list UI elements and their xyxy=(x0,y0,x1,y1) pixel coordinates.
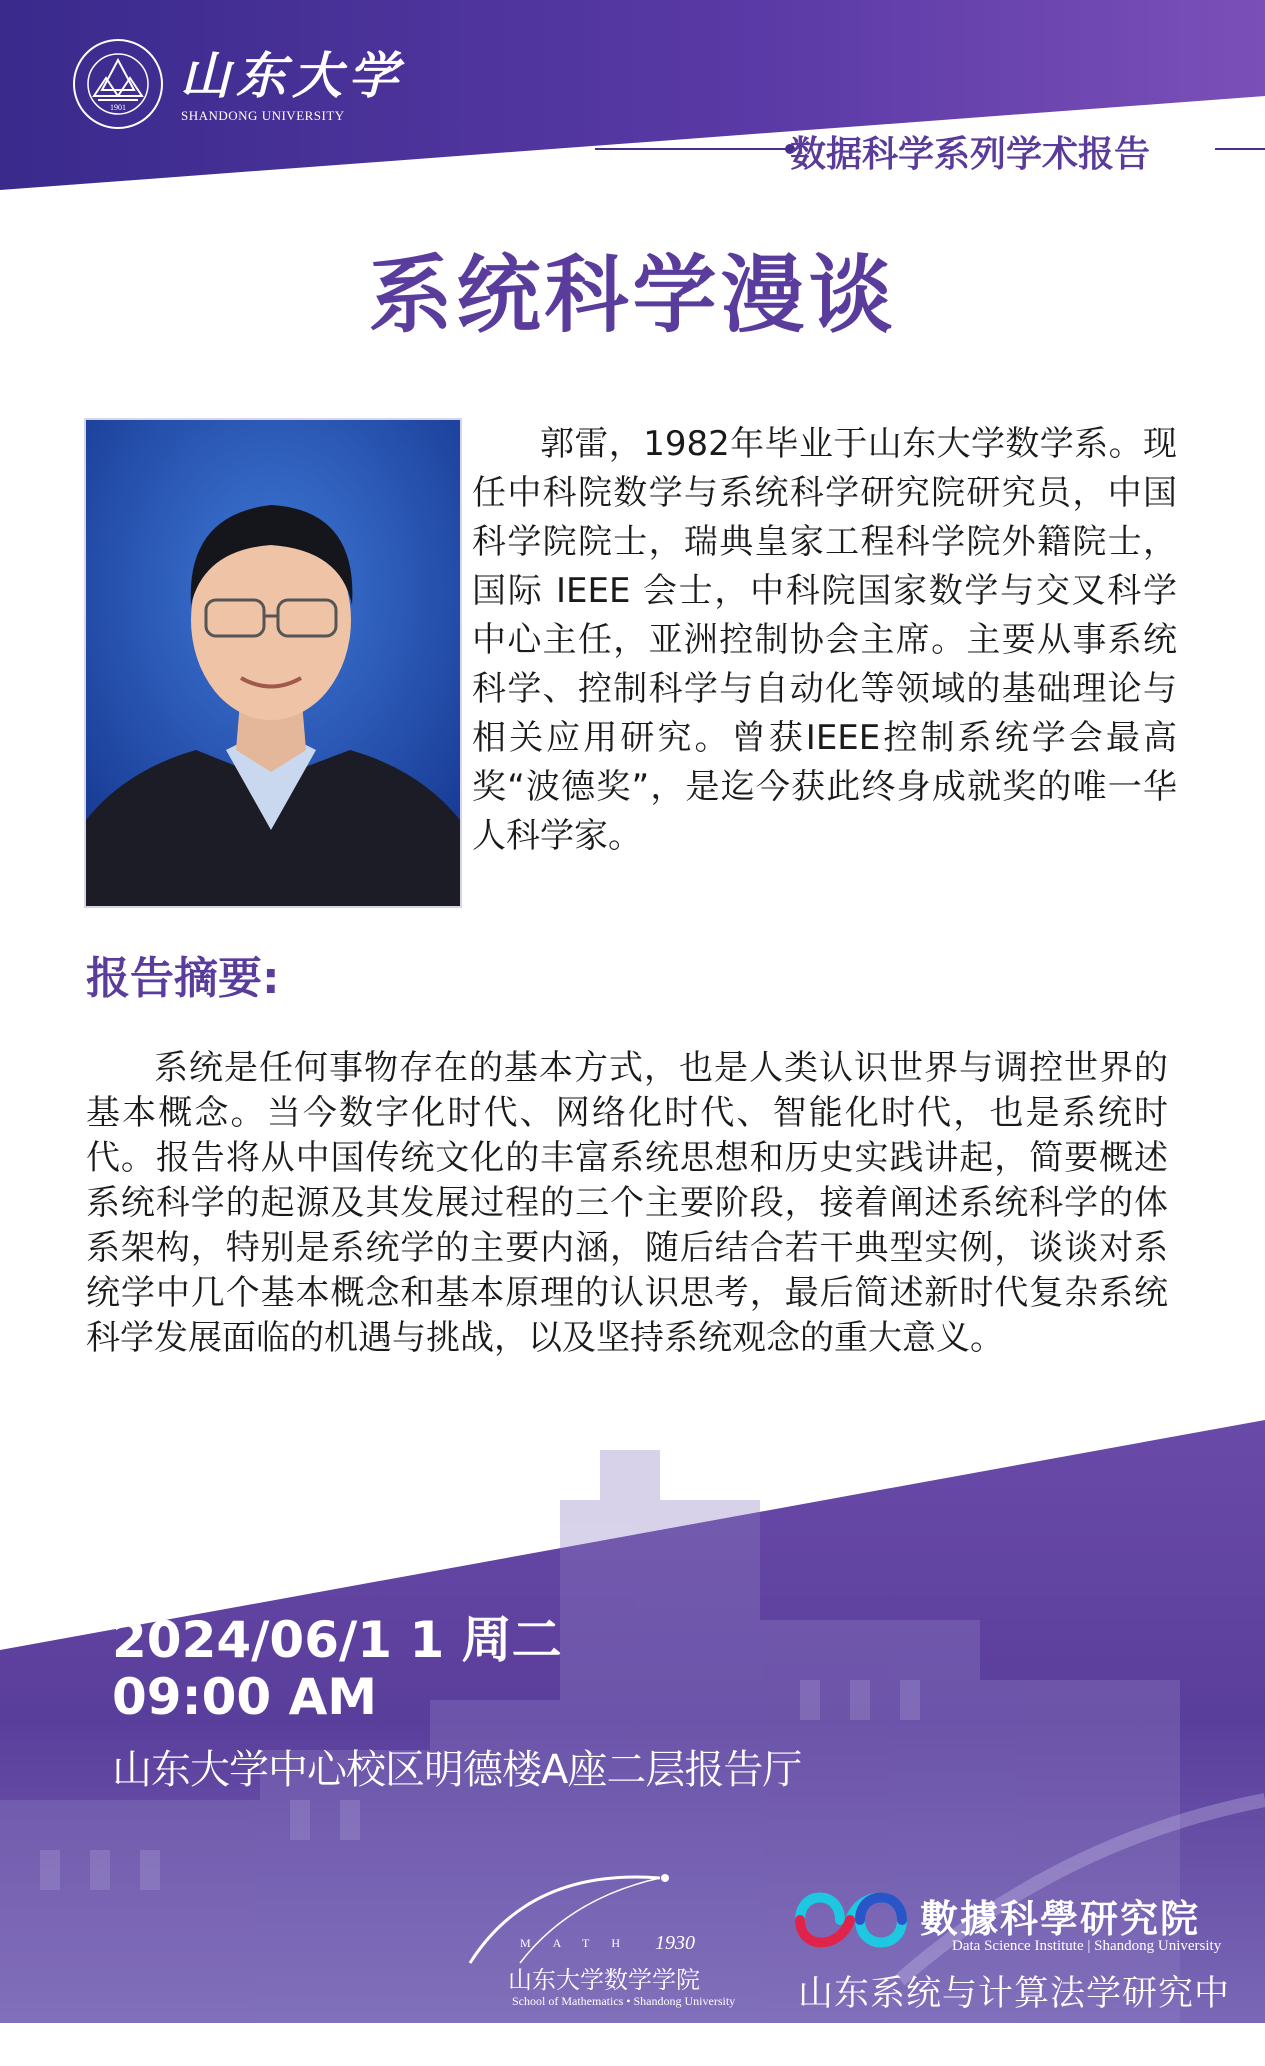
math-logo-year: 1930 xyxy=(655,1932,695,1954)
series-divider-left xyxy=(595,148,795,150)
series-divider-right xyxy=(1215,148,1265,150)
abstract-text: 系统是任何事物存在的基本方式，也是人类认识世界与调控世界的基本概念。当今数字化时代、网络化时代、智能化时代，也是系统时代。报告将从中国传统文化的丰富系统思想和历史实践讲起，简要概述系统科学的起源及其发展过程的三个主要阶段，接着阐述系统科学的体系架构，特别是系统学的主要内涵，随后结合若干典型实例，谈谈对系统学中几个基本概念和基本原理的认识思考，最后简述新时代复杂系统科学发展面临的机遇与挑战，以及坚持系统观念的重大意义。 xyxy=(86,1048,1168,1358)
systems-center-name-cn: 山东系统与计算法学研究中心 xyxy=(798,1974,1231,2064)
university-emblem-icon xyxy=(72,38,164,130)
dsi-name-cn: 數據科學研究院 xyxy=(920,1896,1201,1941)
dsi-name-en: Data Science Institute | Shandong University xyxy=(952,1938,1222,1954)
abstract-heading: 报告摘要: xyxy=(86,953,280,1004)
series-label: 数据科学系列学术报告 xyxy=(790,134,1151,175)
speaker-portrait-image xyxy=(86,420,460,906)
math-logo-letters: MATH xyxy=(520,1936,643,1950)
speaker-portrait xyxy=(84,418,462,908)
math-school-name-en: School of Mathematics • Shandong University xyxy=(512,1994,736,2008)
data-science-institute-logo-icon xyxy=(790,1880,912,1960)
talk-title: 系统科学漫谈 xyxy=(368,246,897,344)
event-date: 2024/06/1 1 周二 xyxy=(112,1611,562,1669)
university-name-cn: 山东大学 xyxy=(180,46,404,105)
event-time: 09:00 AM xyxy=(112,1668,378,1726)
math-school-name-cn: 山东大学数学学院 xyxy=(508,1966,700,1994)
event-venue: 山东大学中心校区明德楼A座二层报告厅 xyxy=(112,1747,802,1793)
speaker-bio: 郭雷，1982年毕业于山东大学数学系。现任中科院数学与系统科学研究院研究员，中国科学院院士，瑞典皇家工程科学院外籍院士，国际 IEEE 会士，中科院国家数学与交叉科学中心主任，亚洲控制协会主席。主要从事系统科学、控制科学与自动化等领域的基础理论与相关应用研究。曾获IEEE控制系统学会最高奖“波德奖”，是迄今获此终身成就奖的唯一华人科学家。 xyxy=(472,424,1177,856)
emblem-year: 1901 xyxy=(110,103,126,112)
university-name-en: SHANDONG UNIVERSITY xyxy=(181,108,345,123)
